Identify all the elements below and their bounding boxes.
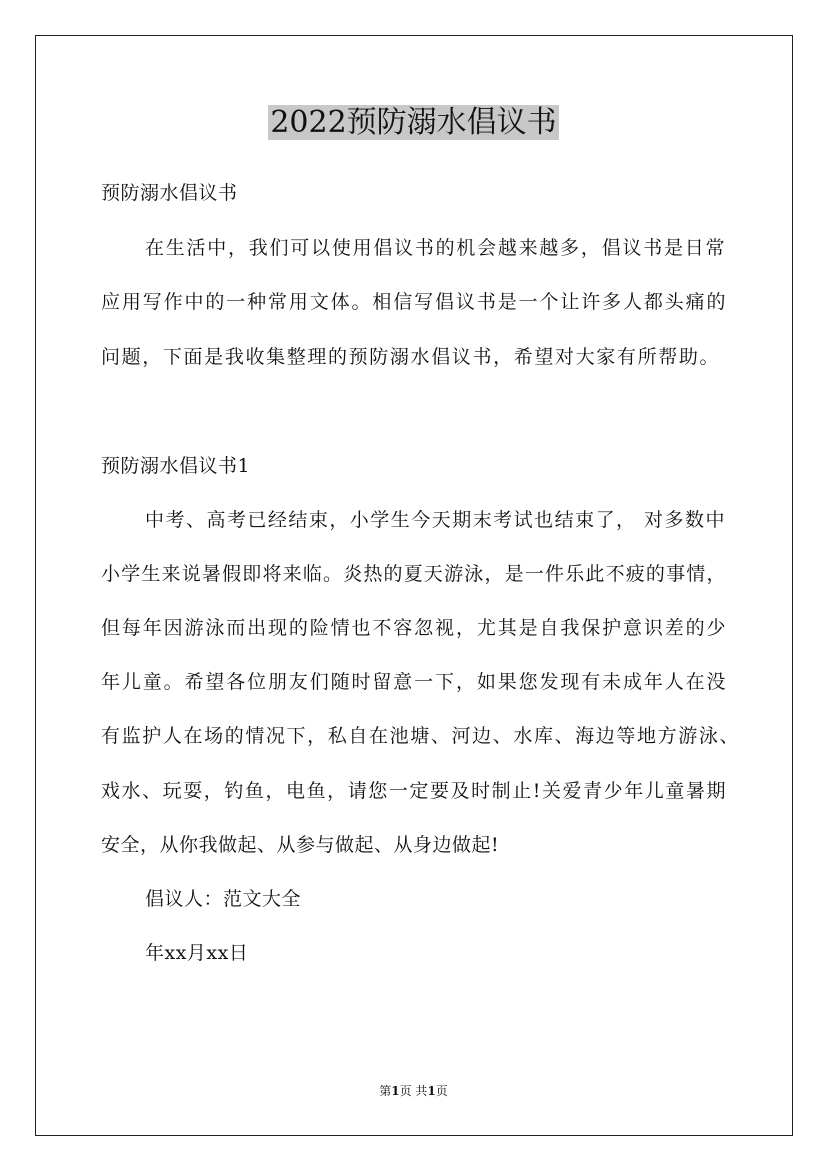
body-line-2: 小学生来说暑假即将来临。炎热的夏天游泳，是一件乐此不疲的事情， (101, 563, 726, 585)
body-line-4: 年儿童。希望各位朋友们随时留意一下，如果您发现有未成年人在没 (101, 671, 726, 693)
intro-line-2: 应用写作中的一种常用文体。相信写倡议书是一个让许多人都头痛的 (101, 291, 726, 313)
page-prefix: 第 (379, 1084, 392, 1098)
document-title: 2022预防溺水倡议书 (270, 105, 557, 140)
date: 年xx月xx日 (145, 942, 249, 964)
page-footer (0, 1083, 827, 1099)
body-line-1: 中考、高考已经结束，小学生今天期末考试也结束了， 对多数中 (145, 509, 725, 531)
intro-line-3: 问题，下面是我收集整理的预防溺水倡议书，希望对大家有所帮助。 (101, 346, 719, 368)
page-number: 1 (391, 1084, 400, 1098)
body-line-3: 但每年因游泳而出现的险情也不容忽视，尤其是自我保护意识差的少 (101, 617, 726, 639)
body-line-5: 有监护人在场的情况下，私自在池塘、河边、水库、海边等地方游泳、 (101, 725, 739, 747)
page-total: 1 (427, 1084, 436, 1098)
signer: 倡议人：范文大全 (145, 888, 302, 910)
intro-line-1: 在生活中，我们可以使用倡议书的机会越来越多，倡议书是日常 (145, 237, 725, 259)
document-title-row (0, 103, 827, 143)
page-mid: 页 共 (399, 1084, 428, 1098)
section-heading: 预防溺水倡议书1 (101, 455, 251, 477)
body-line-6: 戏水、玩耍，钓鱼，电鱼，请您一定要及时制止!关爱青少年儿童暑期 (101, 780, 726, 802)
page-suffix: 页 (435, 1084, 448, 1098)
body-line-7: 安全，从你我做起、从参与做起、从身边做起! (101, 834, 500, 856)
document-subtitle: 预防溺水倡议书 (101, 182, 238, 204)
